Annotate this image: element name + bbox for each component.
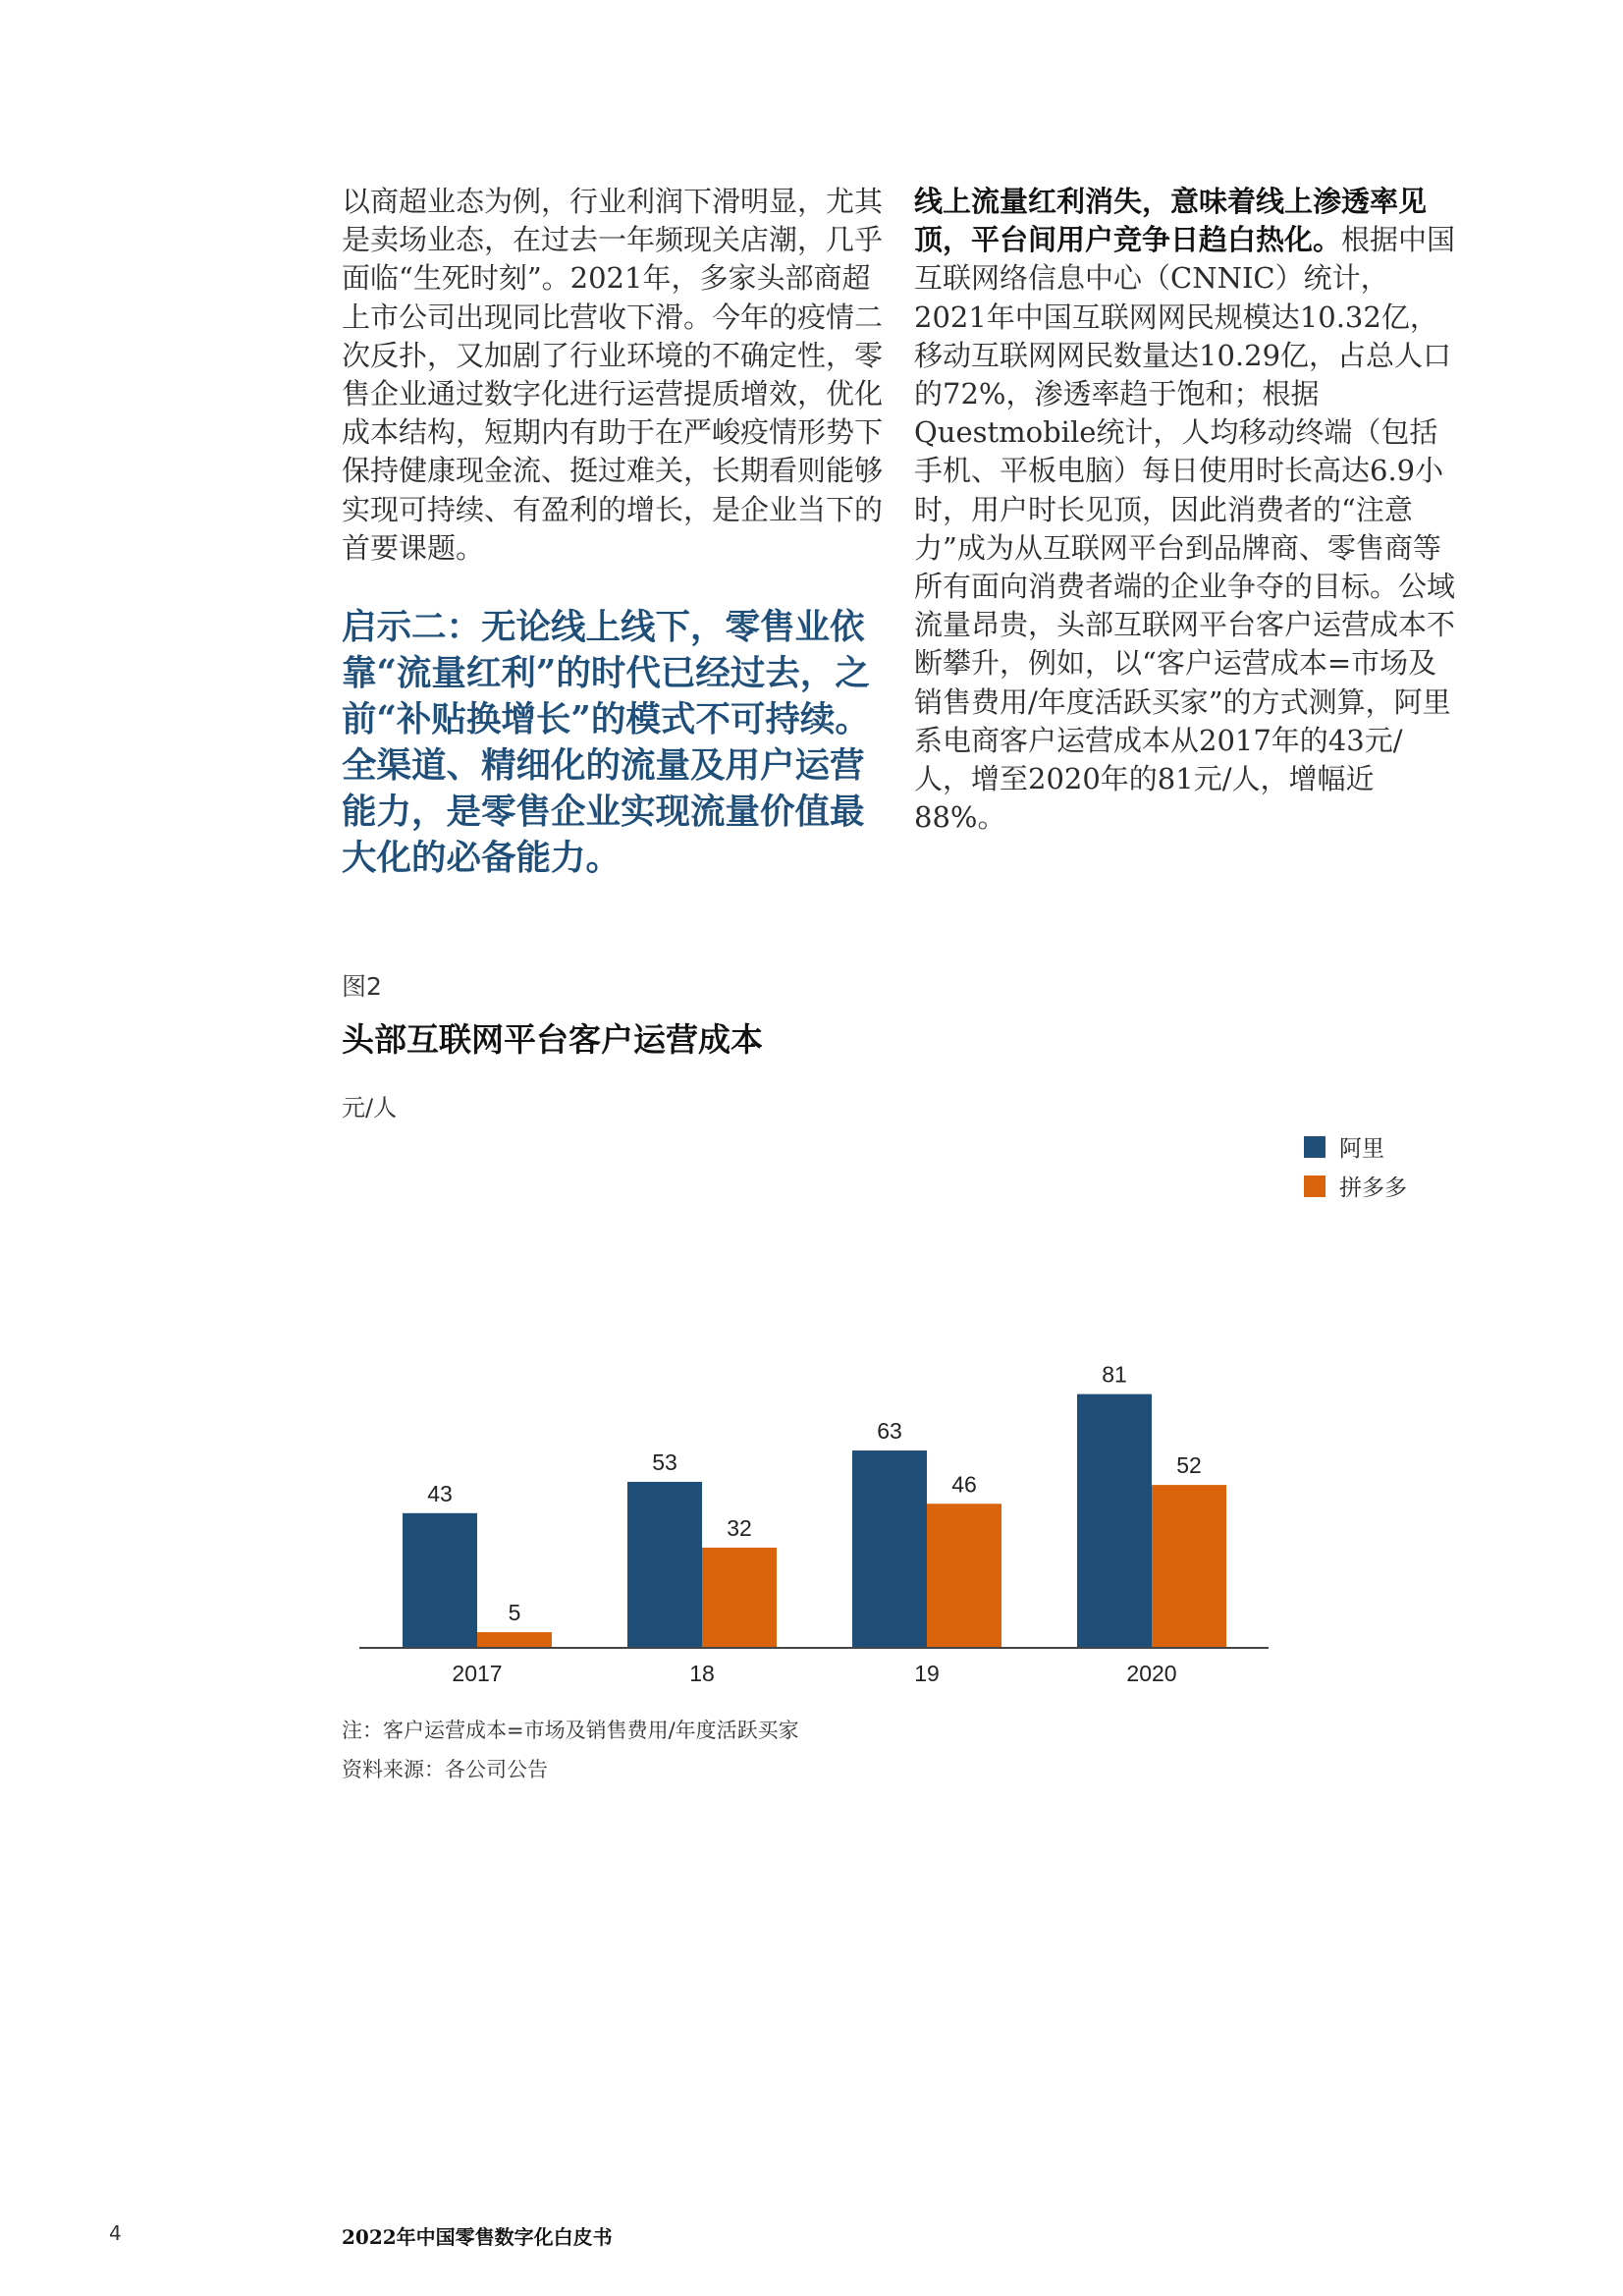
bar-chart (334, 1110, 1316, 1699)
x-tick-label-18: 18 (689, 1661, 715, 1686)
bar-ali-19 (852, 1450, 927, 1648)
figure-note: 注：客户运营成本=市场及销售费用/年度活跃买家 (342, 1719, 799, 1742)
legend-label-pdd: 拼多多 (1339, 1175, 1407, 1201)
body-paragraph-left: 以商超业态为例，行业利润下滑明显，尤其是卖场业态，在过去一年频现关店潮，几乎面临“生死时刻”。2021年，多家头部商超上市公司出现同比营收下滑。今年的疫情二次反扑，又加剧了行业环境的不确定性，零售企业通过数字化进行运营提质增效，优化成本结构，短期内有助于在严峻疫情形势下保持健康现金流、挺过难关，长期看则能够实现可持续、有盈利的增长，是企业当下的首要课题。 (342, 185, 884, 565)
insight-callout: 启示二：无论线上线下，零售业依靠“流量红利”的时代已经过去，之前“补贴换增长”的模式不可持续。全渠道、精细化的流量及用户运营能力，是零售企业实现流量价值最大化的必备能力。 (342, 607, 870, 878)
legend-swatch-ali (1304, 1136, 1325, 1158)
footer-title: 2022年中国零售数字化白皮书 (342, 2225, 613, 2249)
data-label-ali-2017: 43 (427, 1480, 453, 1506)
y-axis-unit: 元/人 (342, 1094, 398, 1121)
data-label-pdd-18: 32 (727, 1514, 752, 1541)
data-label-pdd-2017: 5 (508, 1600, 521, 1626)
right-paragraph-lead: 线上流量红利消失，意味着线上渗透率见顶，平台间用户竞争日趋白热化。 (914, 185, 1428, 257)
bar-ali-18 (627, 1482, 702, 1648)
body-paragraph-right (914, 183, 1459, 837)
bar-pdd-18 (702, 1548, 777, 1648)
data-label-pdd-2020: 52 (1176, 1452, 1202, 1479)
figure-title: 头部互联网平台客户运营成本 (342, 1020, 763, 1059)
figure-label: 图2 (342, 972, 382, 1001)
right-paragraph-body: 根据中国互联网络信息中心（CNNIC）统计，2021年中国互联网网民规模达10.32亿，移动互联网网民数量达10.29亿，占总人口的72%，渗透率趋于饱和；根据Questmobile统计，人均移动终端（包括手机、平板电脑）每日使用时长高达6.9小时，用户时长见顶，因此消费者的“注意力”成为从互联网平台到品牌商、零售商等所有面向消费者端的企业争夺的目标。公域流量昂贵，头部互联网平台客户运营成本不断攀升，例如，以“客户运营成本=市场及销售费用/年度活跃买家”的方式测算，阿里系电商客户运营成本从2017年的43元/人，增至2020年的81元/人，增幅近88%。 (914, 223, 1456, 835)
bar-pdd-2020 (1152, 1485, 1226, 1648)
bar-ali-2017 (403, 1513, 477, 1648)
legend-swatch-pdd (1304, 1175, 1325, 1197)
data-label-pdd-19: 46 (951, 1471, 977, 1498)
bar-ali-2020 (1077, 1394, 1152, 1648)
legend-label-ali: 阿里 (1339, 1136, 1384, 1162)
legend-item-pdd (1304, 1170, 1407, 1202)
data-label-ali-18: 53 (652, 1449, 677, 1475)
x-tick-label-2020: 2020 (1126, 1661, 1177, 1686)
x-tick-label-19: 19 (914, 1661, 940, 1686)
page-number: 4 (109, 2221, 122, 2245)
bar-pdd-19 (927, 1503, 1001, 1648)
x-tick-label-2017: 2017 (452, 1661, 503, 1686)
bar-pdd-2017 (477, 1632, 552, 1648)
figure-source: 资料来源：各公司公告 (342, 1758, 548, 1781)
legend-item-ali (1304, 1130, 1384, 1163)
data-label-ali-2020: 81 (1102, 1361, 1127, 1388)
data-label-ali-19: 63 (877, 1418, 902, 1445)
